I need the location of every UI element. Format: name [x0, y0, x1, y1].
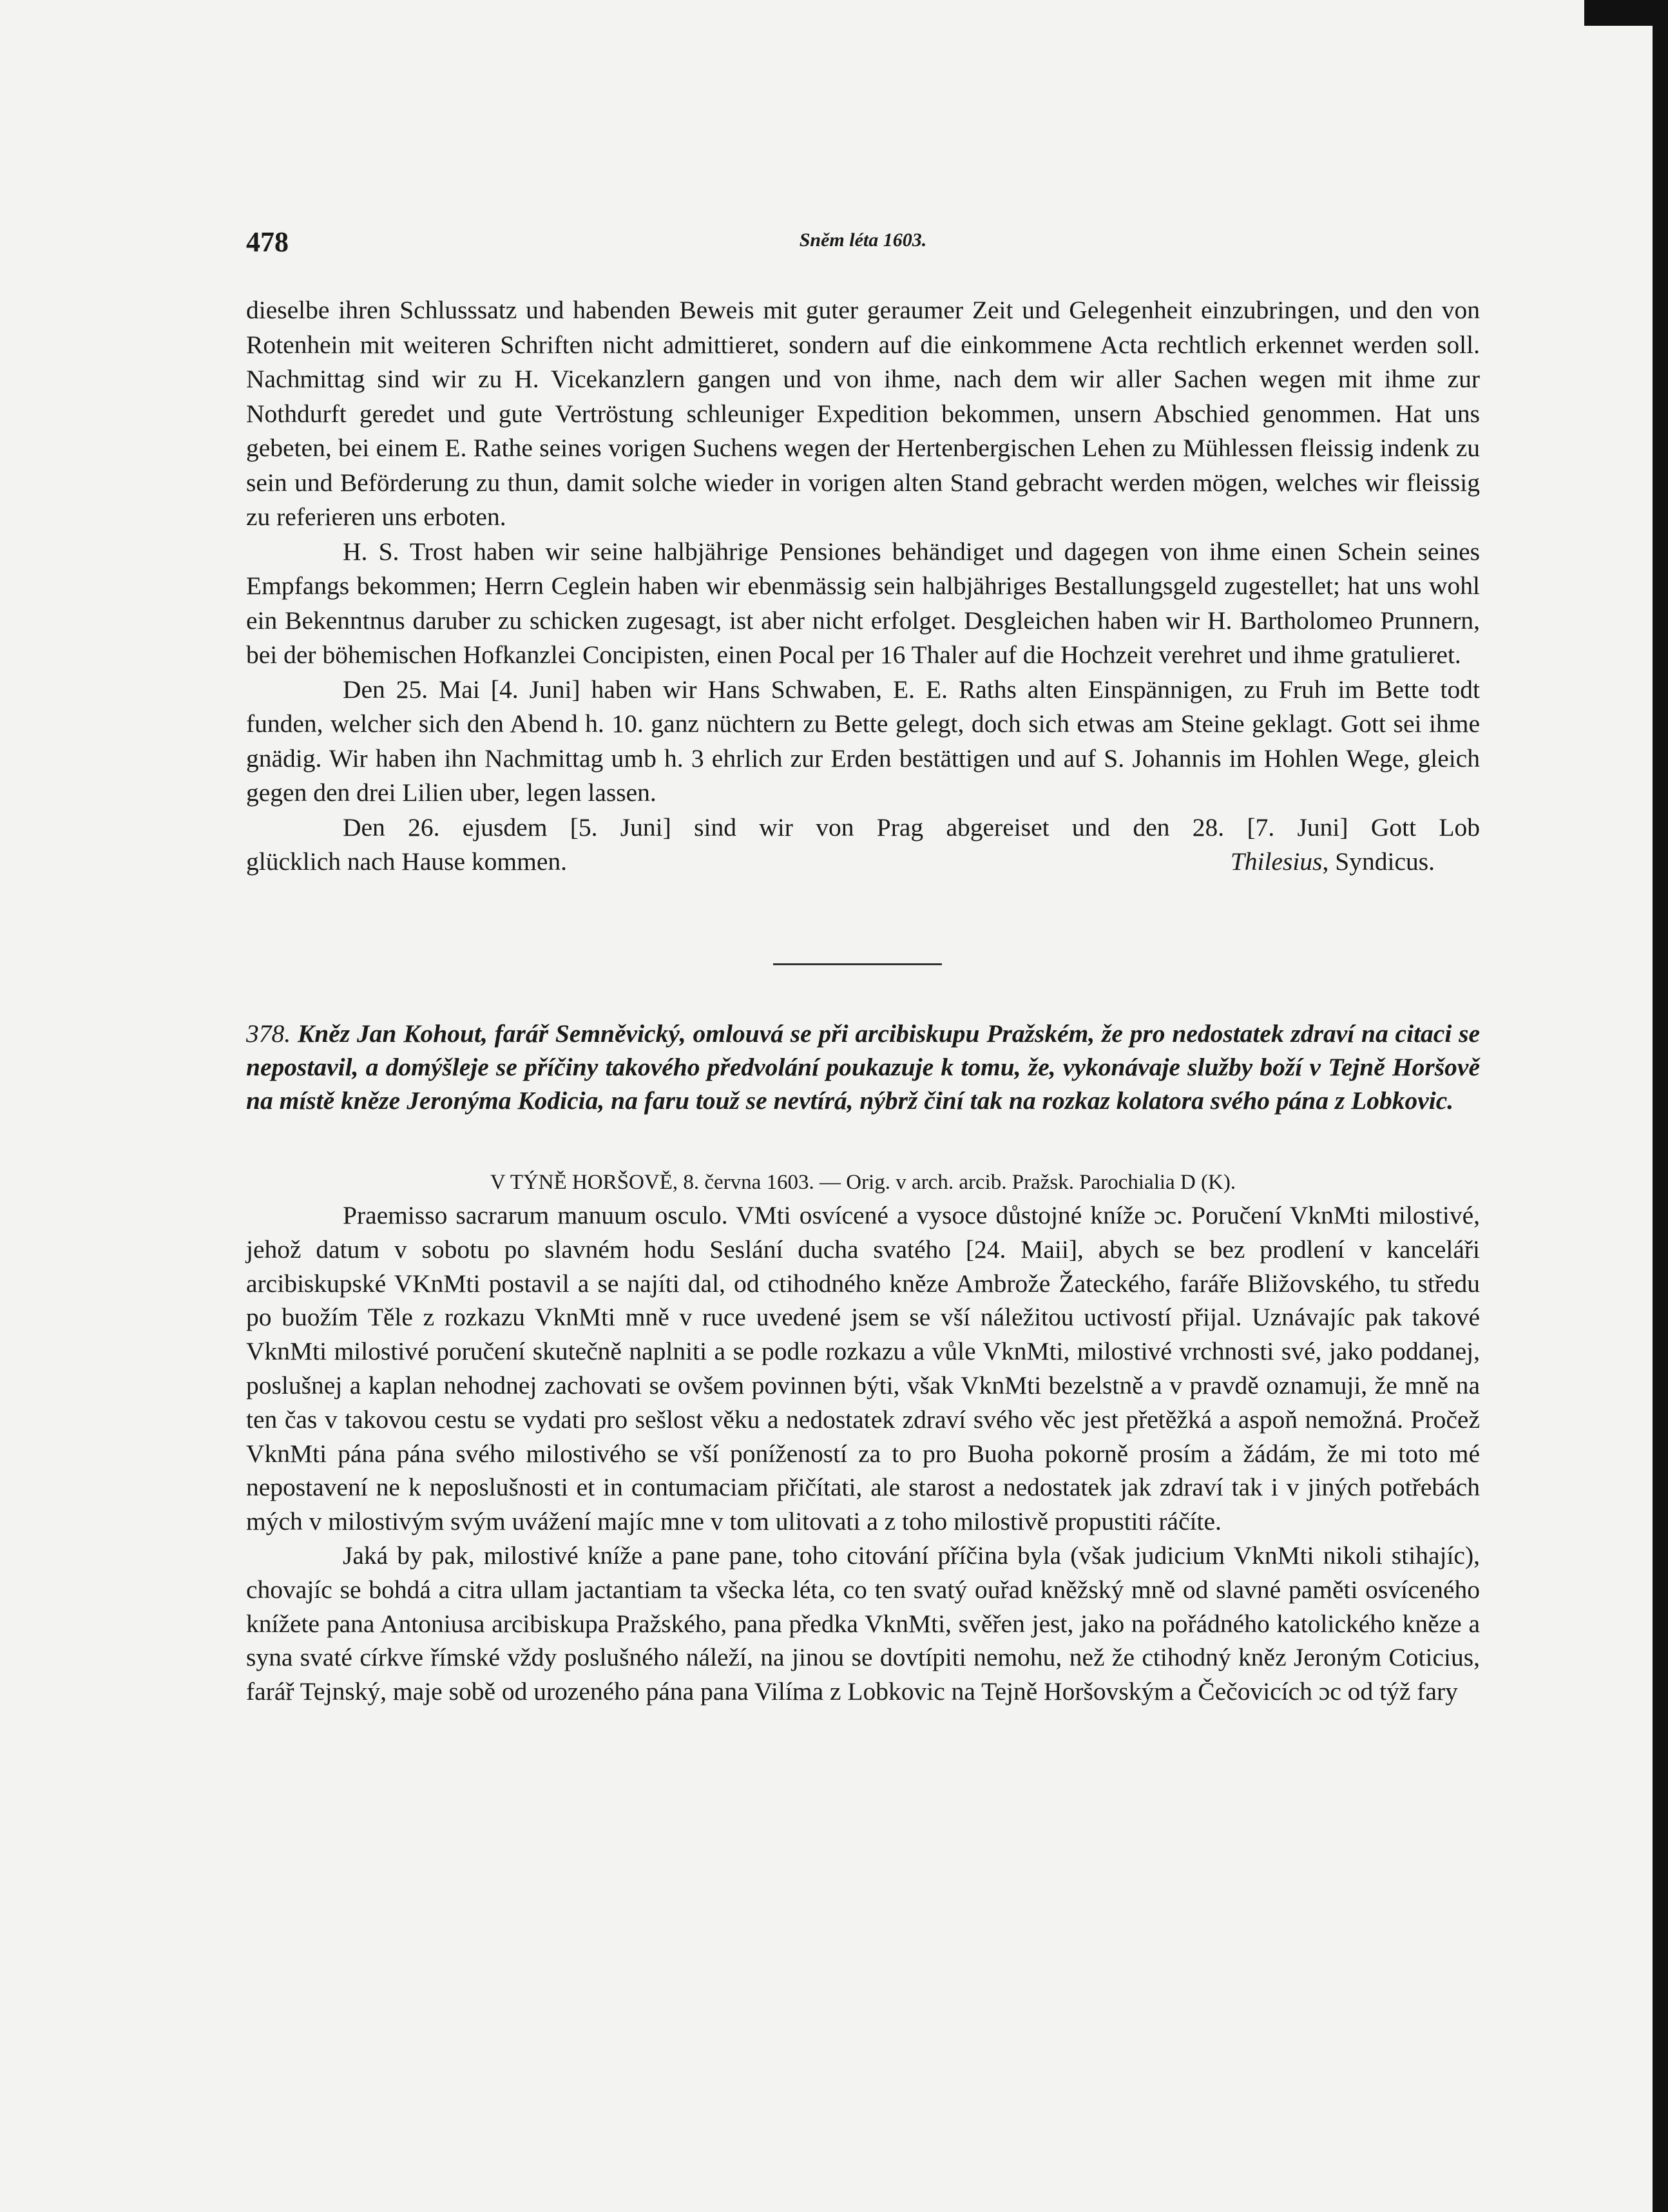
running-head: Sněm léta 1603. [799, 229, 927, 251]
section-1 [246, 293, 1480, 880]
document-summary: Kněz Jan Kohout, farář Semněvický, omlouvá se při arcibiskupu Pražském, že pro nedostatek zdraví na citaci se nepostavil, a domýšleje se příčiny takového předvolání poukazuje k tomu, že, vykonávaje služby boží v Tejně Horšově na místě kněze Jeronýma Kodicia, na faru touž se nevtírá, nýbrž činí tak na rozkaz kolatora svého pána z Lobkovic. [246, 1019, 1480, 1115]
page-number: 478 [246, 226, 289, 258]
paragraph: dieselbe ihren Schlusssatz und habenden Beweis mit guter geraumer Zeit und Gelegenheit einzubringen, und den von Rotenhein mit weiteren Schriften nicht admittieret, sondern auf die einkommene Acta rechtlich erkennet werden soll. Nachmittag sind wir zu H. Vicekanzlern gangen und von ihme, nach dem wir aller Sachen wegen mit ihme zur Nothdurft geredet und gute Vertröstung schleuniger Expedition bekommen, unsern Abschied genommen. Hat uns gebeten, bei einem E. Rathe seines vorigen Suchens wegen der Hertenbergischen Lehen zu Mühlessen fleissig indenk zu sein und Beförderung zu thun, damit solche wieder in vorigen alten Stand gebracht werden mögen, welches wir fleissig zu referieren uns erboten. [246, 296, 1480, 531]
signature-line [246, 845, 1480, 880]
signature-name: Thilesius [1230, 847, 1323, 876]
paragraph: Jaká by pak, milostivé kníže a pane pane, toho citování příčina byla (však judicium VknMti nikoli stihajíc), chovajíc se bohdá a citra ullam jactantiam ta všecka léta, co ten svatý ouřad kněžský mně od slavné paměti osvíceného knížete pana Antoniusa arcibiskupa Pražského, pana předka VknMti, svěřen jest, jako na pořádného katolického kněze a syna svaté církve římské vždy poslušného náleží, na jinou se dovtípiti nemohu, než že ctihodný kněz Jeroným Coticius, farář Tejnský, maje sobě od urozeného pána pana Vilíma z Lobkovic na Tejně Horšovským a Čečovicích ɔc od týž fary [246, 1541, 1480, 1706]
paragraph: Praemisso sacrarum manuum osculo. VMti osvícené a vysoce důstojné kníže ɔc. Poručení VknMti milostivé, jehož datum v sobotu po slavném hodu Seslání ducha svatého [24. Maii], abych se bez prodlení v kanceláři arcibiskupské VKnMti postavil a se najíti dal, od ctihodného kněze Ambrože Žateckého, faráře Bližovského, tu středu po buožím Těle z rozkazu VknMti mně v ruce uvedené jsem se vší náležitou uctivostí přijal. Uznávajíc pak takové VknMti milostivé poručení skutečně naplniti a se podle rozkazu a vůle VknMti, milostivé vrchnosti své, jako poddanej, poslušnej a kaplan nehodnej zachovati se ovšem povinnen býti, však VknMti bezelstně a v pravdě oznamuji, že mně na ten čas v takovou cestu se vydati pro sešlost věku a nedostatek zdraví svého věc jest přetěžká a aspoň nemožná. Pročež VknMti pána pána svého milostivého se vší ponížeností za to pro Buoha pokorně prosím a žádám, že mi toto mé nepostavení ne k neposlušnosti et in contumaciam přičítati, ale starost a nedostatek jak zdraví tak i v jiných potřebách mých v milostivým svým uvážení majíc mne v tom ulitovati a z toho milostivě propustiti ráčíte. [246, 1201, 1480, 1536]
signature-title: , Syndicus. [1322, 847, 1435, 876]
document-number: 378. [246, 1019, 291, 1048]
section-2-text [246, 1198, 1480, 1709]
scan-border [1653, 0, 1668, 2212]
signature [1231, 845, 1480, 880]
document-heading [246, 1017, 1480, 1117]
paragraph: Den 26. ejusdem [5. Juni] sind wir von Prag abgereiset und den 28. [7. Juni] Gott Lob [343, 813, 1480, 842]
paragraph: H. S. Trost haben wir seine halbjährige Pensiones behändiget und dagegen von ihme einen Schein seines Empfangs bekommen; Herrn Ceglein haben wir ebenmässig sein halbjähriges Bestallungsgeld zugestellet; hat uns wohl ein Bekenntnus daruber zu schicken zugesagt, ist aber nicht erfolget. Desgleichen haben wir H. Bartholomeo Prunnern, bei der böhemischen Hofkanzlei Concipisten, einen Pocal per 16 Thaler auf die Hochzeit verehret und ihme gratulieret. [246, 537, 1480, 669]
paragraph: Den 25. Mai [4. Juni] haben wir Hans Schwaben, E. E. Raths alten Einspännigen, zu Fruh im Bette todt funden, welcher sich den Abend h. 10. ganz nüchtern zu Bette gelegt, doch sich etwas am Steine geklagt. Gott sei ihme gnädig. Wir haben ihn Nachmittag umb h. 3 ehrlich zur Erden bestättigen und auf S. Johannis im Hohlen Wege, gleich gegen den drei Lilien uber, legen lassen. [246, 675, 1480, 807]
scan-border-corner [1584, 0, 1668, 26]
section-divider [773, 963, 942, 965]
closing-text: glücklich nach Hause kommen. [246, 847, 567, 876]
page-header [246, 226, 1480, 264]
source-citation: V TÝNĚ HORŠOVĚ, 8. června 1603. — Orig. v arch. arcib. Pražsk. Parochialia D (K). [490, 1171, 1236, 1194]
